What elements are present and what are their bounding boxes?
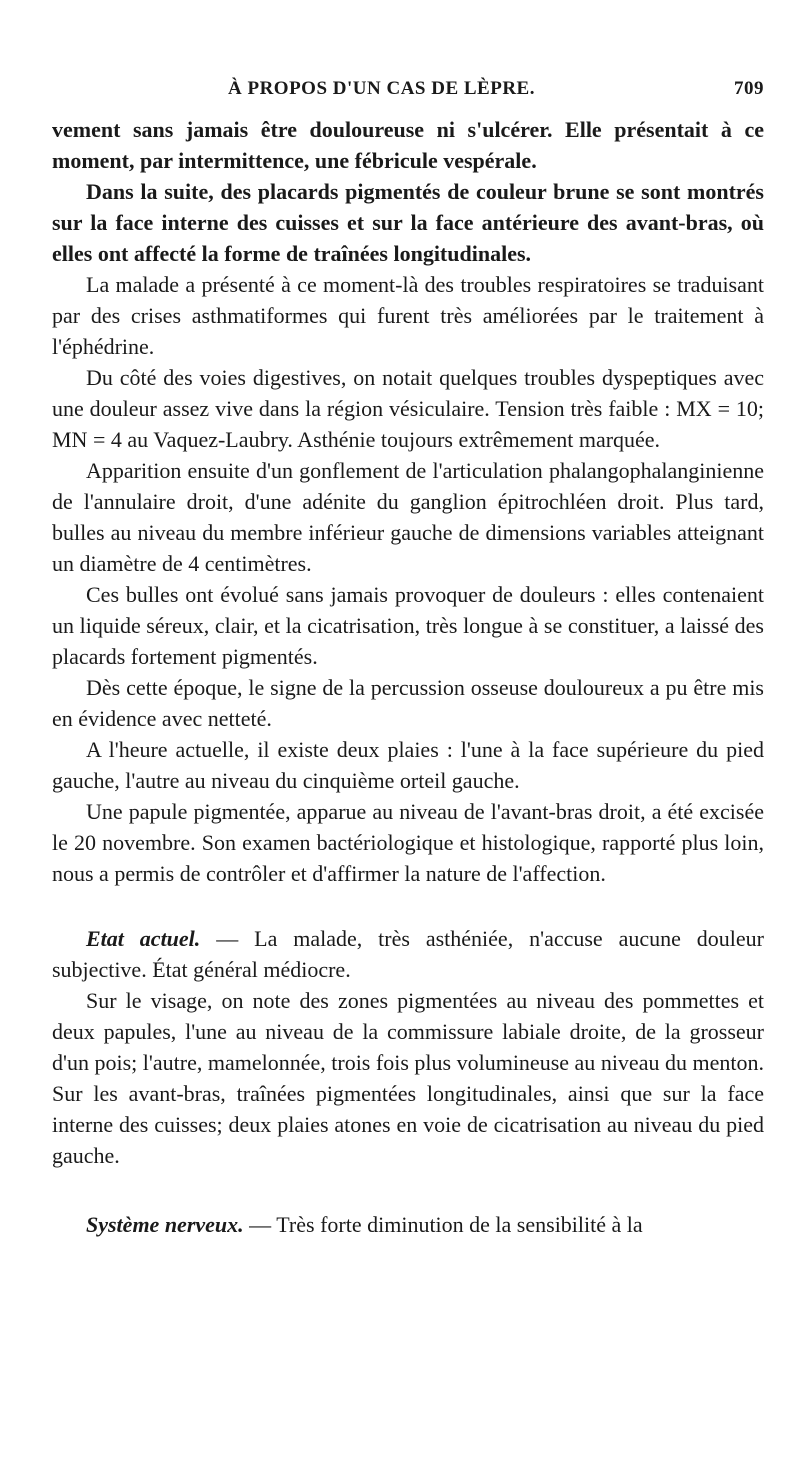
paragraph: Dès cette époque, le signe de la percussion osseuse douloureux a pu être mis en évidence avec netteté. bbox=[52, 675, 764, 731]
paragraph: Ces bulles ont évolué sans jamais provoquer de douleurs : elles contenaient un liquide séreux, clair, et la cicatrisation, très longue à se constituer, a laissé des placards fortement pigmentés. bbox=[52, 582, 764, 669]
header-title: À PROPOS D'UN CAS DE LÈPRE. bbox=[228, 78, 535, 99]
running-header bbox=[52, 74, 764, 106]
paragraph: Apparition ensuite d'un gonflement de l'articulation phalangophalanginienne de l'annulaire droit, d'une adénite du ganglion épitrochléen droit. Plus tard, bulles au niveau du membre inférieur gauche de dimensions variables atteignant un diamètre de 4 centimètres. bbox=[52, 458, 764, 576]
section-text: — Très forte diminution de la sensibilité à la bbox=[243, 1212, 643, 1237]
section-label: Etat actuel. bbox=[86, 926, 201, 951]
paragraph: Sur le visage, on note des zones pigmentées au niveau des pommettes et deux papules, l'une au niveau de la commissure labiale droite, de la grosseur d'un pois; l'autre, mamelonnée, trois fois plus volumineuse au niveau du menton. Sur les avant-bras, traînées pigmentées longitudinales, ainsi que sur la face interne des cuisses; deux plaies atones en voie de cicatrisation au niveau du pied gauche. bbox=[52, 988, 764, 1168]
body-text bbox=[52, 114, 764, 1240]
section-label: Système nerveux. bbox=[86, 1212, 244, 1237]
paragraph: Une papule pigmentée, apparue au niveau de l'avant-bras droit, a été excisée le 20 novembre. Son examen bactériologique et histologique, rapporté plus loin, nous a permis de contrôler et d'affirmer la nature de l'affection. bbox=[52, 799, 764, 886]
paragraph: Du côté des voies digestives, on notait quelques troubles dyspeptiques avec une douleur assez vive dans la région vésiculaire. Tension très faible : MX = 10; MN = 4 au Vaquez-Laubry. Asthénie toujours extrêmement marquée. bbox=[52, 365, 764, 452]
page-number: 709 bbox=[734, 78, 764, 99]
paragraph: A l'heure actuelle, il existe deux plaies : l'une à la face supérieure du pied gauche, l'autre au niveau du cinquième orteil gauche. bbox=[52, 737, 764, 793]
etat-actuel-paragraph bbox=[52, 923, 764, 985]
document-page bbox=[52, 0, 764, 1476]
paragraph: La malade a présenté à ce moment-là des troubles respiratoires se traduisant par des crises asthmatiformes qui furent très améliorées par le traitement à l'éphédrine. bbox=[52, 272, 764, 359]
paragraph: Dans la suite, des placards pigmentés de couleur brune se sont montrés sur la face interne des cuisses et sur la face antérieure des avant-bras, où elles ont affecté la forme de traînées longitudinales. bbox=[52, 179, 764, 266]
paragraph: vement sans jamais être douloureuse ni s'ulcérer. Elle présentait à ce moment, par intermittence, une fébricule vespérale. bbox=[52, 117, 764, 173]
section-text: — La malade, très asthéniée, n'accuse aucune douleur subjective. État général médiocre. bbox=[52, 926, 765, 982]
systeme-nerveux-paragraph bbox=[52, 1209, 764, 1240]
